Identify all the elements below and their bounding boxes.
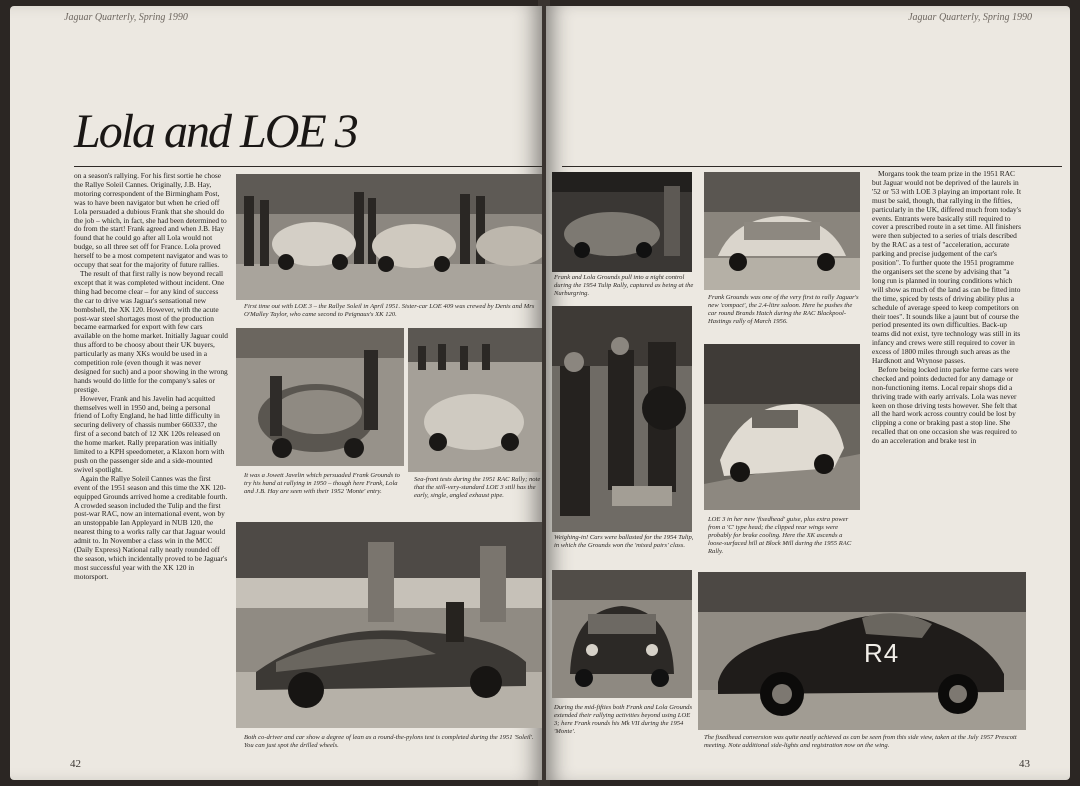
right-page (546, 6, 1070, 780)
left-page (10, 6, 542, 780)
photo-rallye-soleil-start (236, 174, 542, 300)
photo-sea-front-tests (408, 328, 542, 472)
caption: LOE 3 in her new 'fixedhead' guise, plus extra power from a 'C' type head; the clipped rear wings were probably for brake cooling. Here the XK ascends a loose-surfaced hill at Block Mill during the 1955 RAC Rally. (708, 516, 852, 555)
body-paragraph: on a season's rallying. For his first sortie he chose the Rallye Soleil Cannes. Originally, J.B. Hay, motoring correspondent of the Birmingham Post, was to have been navigator but when he cried off Lola persuaded a dubious Frank that she should do the job – which, in fact, she had been determined to do from the start! Frank agreed and when J.B. Hay found that he could go after all Lola would not budge, so all three set off for France. Lola proved herself to be a most competent navigator and was to occupy that seat for the majority of future rallies. (74, 171, 228, 270)
race-number-r4: R4 (864, 638, 900, 668)
running-head-right: Jaguar Quarterly, Spring 1990 (908, 12, 1032, 23)
caption: During the mid-fifties both Frank and Lola Grounds extended their rallying activities beyond using LOE 3; here Frank rounds his Mk VII during the 1954 'Monte'. (554, 704, 693, 735)
body-paragraph: Morgans took the team prize in the 1951 RAC but Jaguar would not be deprived of the laurels in '52 or '53 with LOE 3 playing an important role. It must be said, though, that rallying in the fifties, particularly in the UK, differed much from today's events. Entrants were basically still required to cover a prescribed route in a set time. All finishers were then subjected to a series of trials described by the RAC as a test of "acceleration, accurate parking and precise judgement of the car's position". To further quote the 1951 programme the organisers set the scene by advising that "a long run is planned in touring conditions which will show as much of the land as can be fitted into the time, spiced by tests of driving ability plus a schedule of average speed to keep competitors on their toes". It sounds like a jaunt but of course the period presented its own difficulties. Back-up teams did not exist, tyre technology was still in its infancy and crews were still required to cover in excess of 1800 miles through such areas as the Hardknott and Wrynose passes. (872, 169, 1022, 366)
photo-round-the-pylons (236, 522, 542, 728)
photo-2-4-litre-saloon (704, 172, 860, 290)
photo-jowett-javelin (236, 328, 404, 466)
caption: Both co-driver and car show a degree of lean as a round-the-pylons test is completed during the 1951 'Soleil'. You can just spot the drilled wheels. (244, 734, 534, 749)
title-rule (562, 166, 1062, 167)
photo-weighing-in (552, 306, 692, 532)
page-number-left: 42 (70, 758, 81, 770)
body-paragraph: However, Frank and his Javelin had acquitted themselves well in 1950 and, being a personal friend of Lofty England, he had little difficulty in securing delivery of chassis number 660337, the first of a second batch of 12 XK 120s released on the home market. Rally preparation was initially limited to a KPH speedometer, a Klaxon horn with push on the passenger side and a side-mounted swivel spotlight. (74, 393, 225, 474)
caption: Weighing-in! Cars were ballasted for the 1954 Tulip, in which the Grounds won the 'mixed pairs' class. (554, 534, 694, 549)
body-paragraph: Before being locked into parke ferme cars were checked and points deducted for any damage or non-functioning items. Local repair shops did a thriving trade with early arrivals. Lola was never keen on those driving tests however. She felt that all the hard work across country could be lost by clipping a cone or braking past a stop line. She recalled that on one occasion she was required to do an acceleration and brake test in (872, 364, 1019, 446)
article-title: Lola and LOE 3 (74, 105, 357, 158)
caption: Frank and Lola Grounds pull into a night control during the 1954 Tulip Rally, captured as being at the Nurburgring. (554, 274, 694, 297)
running-head-left: Jaguar Quarterly, Spring 1990 (64, 12, 188, 23)
right-text-column (872, 170, 1022, 570)
photo-tulip-night-control (552, 172, 692, 272)
page-number-right: 43 (1019, 758, 1030, 770)
caption: The fixedhead conversion was quite neatly achieved as can be seen from this side view, taken at the July 1957 Prescott meeting. Note additional side-lights and registration now on the wing. (704, 734, 1017, 749)
photo-fixedhead-block-mill (704, 344, 860, 510)
caption: First time out with LOE 3 – the Rallye Soleil in April 1951. Sister-car LOE 409 was crewed by Denis and Mrs O'Malley Taylor, who came second to Peignaux's XK 120. (244, 303, 535, 318)
left-text-column (74, 172, 228, 772)
body-paragraph: Again the Rallye Soleil Cannes was the first event of the 1951 season and this time the XK 120-equipped Grounds arrived home a creditable fourth. A crowded season included the Tulip and the first post-war RAC, now an international event, won by an unstoppable Ian Appleyard in NUB 120, the nearest thing to a works rally car that Jaguar would admit to. In November a class win in the MCC (Daily Express) National rally neatly rounded off the season, which incidentally proved to be Jaguar's most successful year with the XK 120 in motorsport. (74, 473, 228, 581)
caption: Frank Grounds was one of the very first to rally Jaguar's new 'compact', the 2.4-litre saloon. Here he pushes the car round Brands Hatch during the RAC Blackpool-Hastings rally of March 1956. (708, 294, 859, 325)
title-rule (74, 166, 542, 167)
caption: Sea-front tests during the 1951 RAC Rally; note that the still-very-standard LOE 3 still has the early, single, angled exhaust pipe. (414, 476, 541, 499)
photo-mk-vii-monte (552, 570, 692, 698)
caption: It was a Jowett Javelin which persuaded Frank Grounds to try his hand at rallying in 1950 – though here Frank, Lola and J.B. Hay are seen with their 1952 'Monte' entry. (244, 472, 400, 495)
photo-prescott-side-view (698, 572, 1026, 730)
body-paragraph: The result of that first rally is now beyond recall except that it was completed without incident. One thing had become clear – for any kind of success the car to drive was Jaguar's sensational new bombshell, the XK 120. However, with the acute post-war steel shortages most of the production became earmarked for export with few cars available on the home market. Initially Jaguar could thus afford to be choosy about their UK buyers, particularly as many XKs would be used in a competition role (even though it was never designed for such) and a poor showing in the wrong hands would do little for the company's sales or prestige. (74, 268, 228, 394)
